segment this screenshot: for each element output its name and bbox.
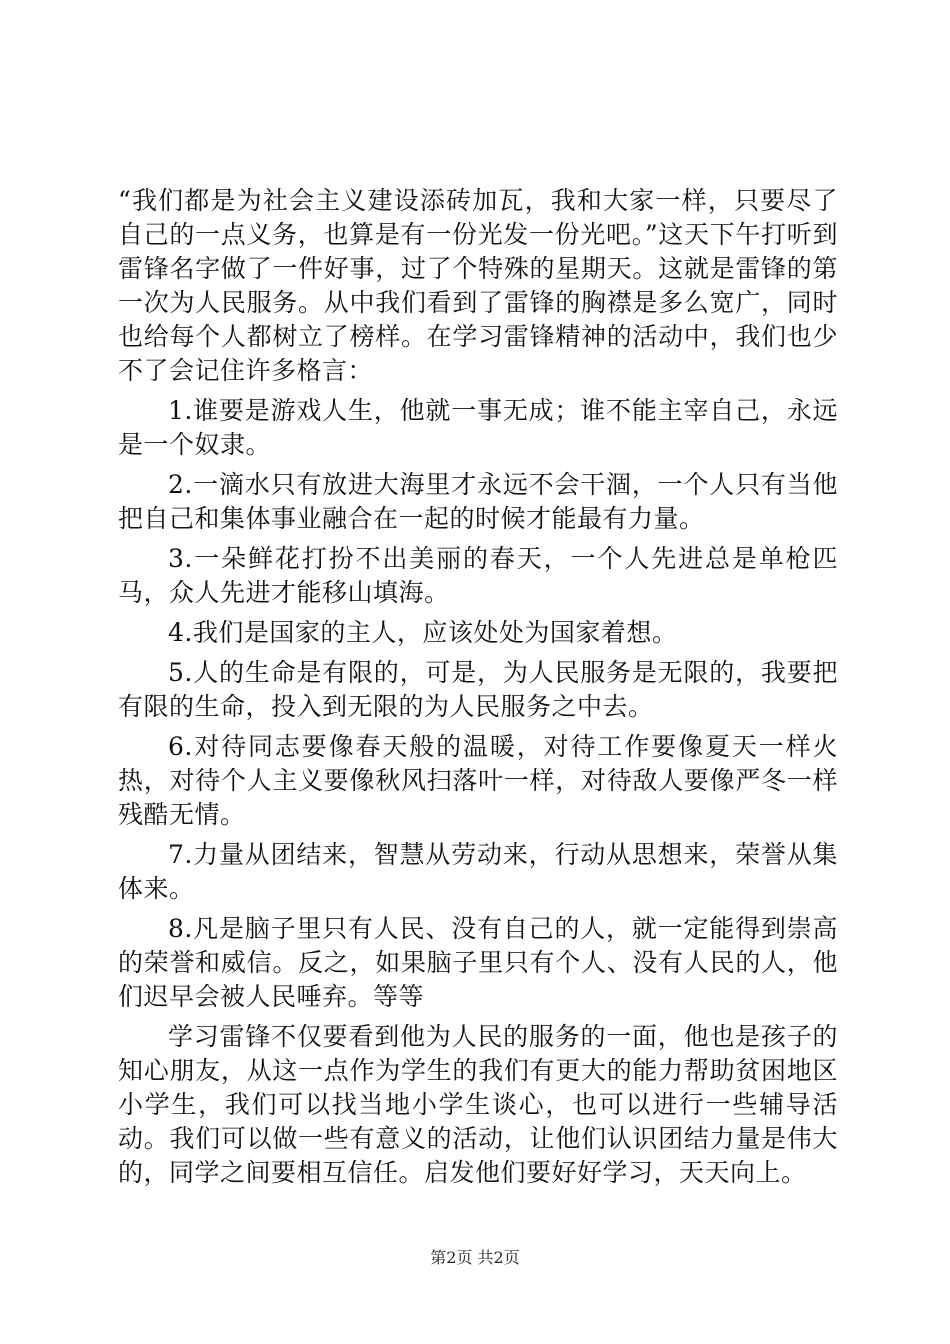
motto-6: 6.对待同志要像春天般的温暖，对待工作要像夏天一样火热，对待个人主义要像秋风扫落叶一样，对待敌人要像严冬一样残酷无情。	[118, 732, 838, 829]
document-body	[118, 184, 838, 1196]
motto-1: 1.谁要是游戏人生，他就一事无成；谁不能主宰自己，永远是一个奴隶。	[118, 396, 838, 459]
motto-2: 2.一滴水只有放进大海里才永远不会干涸，一个人只有当他把自己和集体事业融合在一起的时候才能最有力量。	[118, 470, 838, 533]
motto-4: 4.我们是国家的主人，应该处处为国家着想。	[168, 618, 678, 647]
motto-3: 3.一朵鲜花打扮不出美丽的春天，一个人先进总是单枪匹马，众人先进才能移山填海。	[118, 544, 838, 607]
motto-5: 5.人的生命是有限的，可是，为人民服务是无限的，我要把有限的生命，投入到无限的为人民服务之中去。	[118, 658, 838, 721]
paragraph-conclusion: 学习雷锋不仅要看到他为人民的服务的一面，他也是孩子的知心朋友，从这一点作为学生的我们有更大的能力帮助贫困地区小学生，我们可以找当地小学生谈心，也可以进行一些辅导活动。我们可以做一些有意义的活动，让他们认识团结力量是伟大的，同学之间要相互信任。启发他们要好好学习，天天向上。	[118, 1022, 838, 1187]
motto-7: 7.力量从团结来，智慧从劳动来，行动从思想来，荣誉从集体来。	[118, 840, 838, 903]
paragraph-intro: “我们都是为社会主义建设添砖加瓦，我和大家一样，只要尽了自己的一点义务，也算是有一份光发一份光吧。”这天下午打听到雷锋名字做了一件好事，过了个特殊的星期天。这就是雷锋的第一次为人民服务。从中我们看到了雷锋的胸襟是多么宽广，同时也给每个人都树立了榜样。在学习雷锋精神的活动中，我们也少不了会记住许多格言：	[118, 186, 838, 385]
page-number-footer: 第2页 共2页	[430, 1248, 520, 1267]
motto-8: 8.凡是脑子里只有人民、没有自己的人，就一定能得到崇高的荣誉和威信。反之，如果脑子里只有个人、没有人民的人，他们迟早会被人民唾弃。等等	[118, 914, 838, 1011]
